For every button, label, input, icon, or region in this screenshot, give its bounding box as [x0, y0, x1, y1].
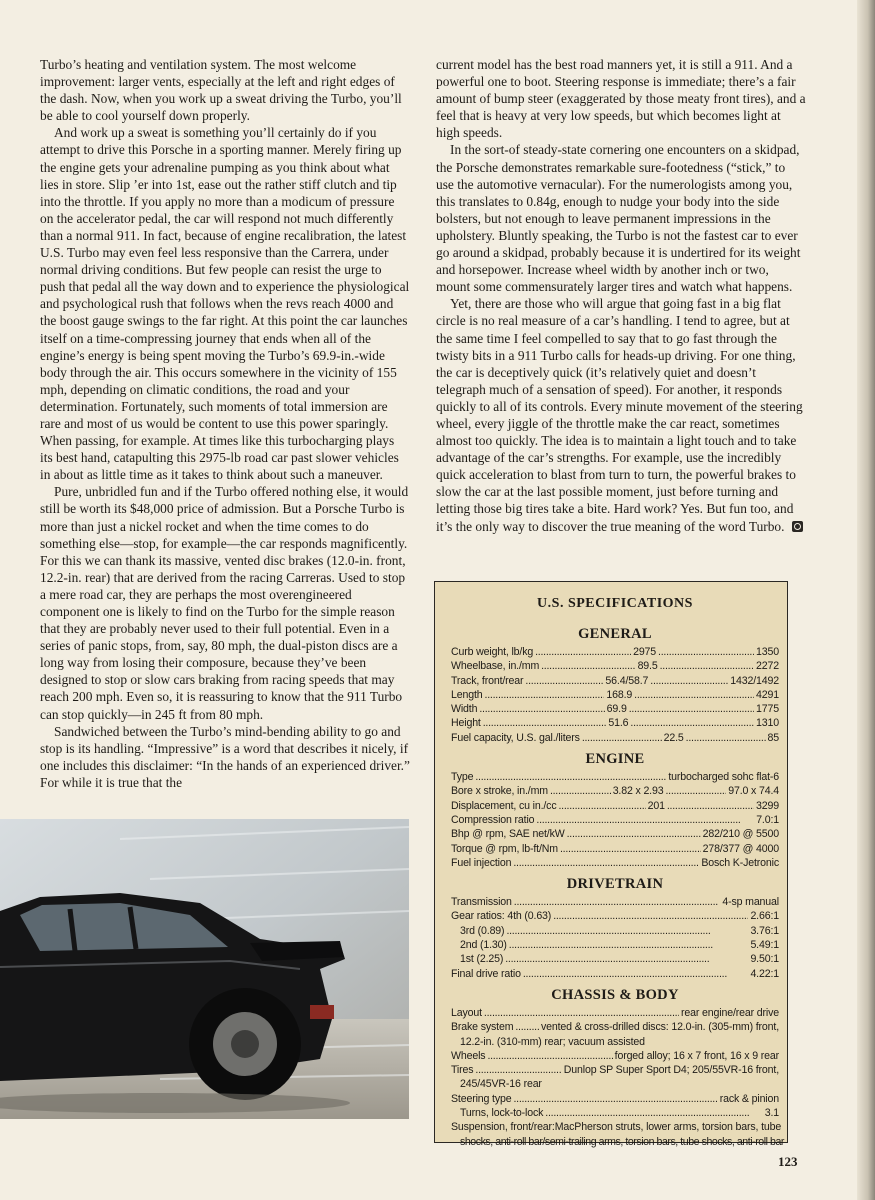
spec-row: 1st (2.25) . . . 9.50:1 — [451, 952, 779, 966]
spec-row: Steering type . . . rack & pinion — [451, 1092, 779, 1106]
spec-row: Curb weight, lb/kg . . . 2975 . . . 1350 — [451, 645, 779, 659]
spec-row: Compression ratio . . . 7.0:1 — [451, 813, 779, 827]
article-column-right — [436, 56, 806, 535]
spec-row: Brake system . . . vented & cross-drilled discs: 12.0-in. (305-mm) front, — [451, 1020, 779, 1034]
specs-section-engine: ENGINE — [585, 751, 645, 768]
article-paragraph: In the sort-of steady-state cornering one encounters on a skidpad, the Porsche demonstrates remarkable sure-footedness (“stick,” to use the automotive vernacular). For the numerologists among you, this translates to 0.84g, enough to nudge your body into the side bolsters, but not enough to leave permanent impressions in the upholstery. Bluntly speaking, the Turbo is not the fastest car to ever go around a skidpad, probably because it is undertired for its weight and horsepower. Increase wheel width by another inch or two, mount some commensurately larger tires and watch what happens. — [436, 142, 801, 295]
specs-section-general: GENERAL — [578, 626, 652, 642]
spec-row-continuation: 245/45VR-16 rear — [460, 1078, 542, 1091]
specs-section-chassis: CHASSIS & BODY — [551, 986, 679, 1003]
specs-section-drivetrain: DRIVETRAIN — [566, 876, 664, 893]
spec-row: Tires . . . Dunlop SP Super Sport D4; 205/55VR-16 front, — [451, 1063, 779, 1077]
article-paragraph: Pure, unbridled fun and if the Turbo offered nothing else, it would still be worth its $48,000 price of admission. But a Porsche Turbo is more than just a nickel rocket and when the time comes to do something else—stop, for example—the car responds magnificently. For this we can thank its massive, vented disc brakes (12.0-in. front, 12.2-in. rear) that are derived from the racing Carreras. Used to stop a mere road car, they are perhaps the most overengineered component one is likely to find on the Turbo for the simple reason that they are probably never used to their full potential. Even in a series of panic stops, from, say, 80 mph, the dual-piston discs are a long way from losing their composure, because they’ve been designed to stop or slow cars braking from racing speeds that may reach 200 mph. Even so, it is reassuring to know that the 911 Turbo can stop quickly—in 245 ft from 80 mph. — [40, 484, 409, 722]
porsche-turbo-photo — [0, 819, 409, 1119]
spec-row: Fuel capacity, U.S. gal./liters . . . 22.5 . . . 85 — [451, 731, 779, 745]
article-paragraph: Sandwiched between the Turbo’s mind-bending ability to go and stop is its handling. “Impressive” is a word that describes it nicely, if one includes this disclaimer: “In the hands of an experienced driver.” For while it is true that the — [40, 723, 410, 790]
article-paragraph: And work up a sweat is something you’ll certainly do if you attempt to drive this Porsche in a sporting manner. Merely firing up the engine gets your adrenaline pumping as you think about what lies in store. Slip ’er into 1st, ease out the rather stiff clutch and tip into the throttle. If you apply no more than a modicum of pressure on the accelerator pedal, the car will respond not much differently than a normal 911. In fact, because of engine recalibration, the latest U.S. Turbo may even feel less responsive than the Carrera, under normal driving conditions. But few people can resist the urge to push that pedal all the way down and to experience the physiological and psychological rush that follows when the revs reach 4000 and the boost gauge swings to the far right. At this point the car launches itself on a time-compressing journey that ends when all of the engine’s energy is being spent moving the Turbo’s 69.9-in.-wide body through the air. This occurs somewhere in the vicinity of 155 mph, depending on climatic conditions, the road and your determination. Fortunately, such moments of total immersion are rare and most of us would be content to use this power sparingly. When passing, for example. At times like this turbocharging plays its best hand, catapulting this 2975-lb road car past slower vehicles in about as little time as it takes to think about such a maneuver. — [40, 125, 410, 483]
article-paragraph-text: Yet, there are those who will argue that going fast in a big flat circle is no real measure of a car’s handling. I tend to agree, but at the same time I feel compelled to say that to go fast through the twisty bits in a 911 Turbo calls for heads-up driving. For one thing, the car is deceptively quick (it’s relatively quiet and doesn’t telegraph much of a sensation of speed). For another, it responds quickly to all of its controls. Every minute movement of the steering wheel, every jiggle of the throttle make the car react, sometimes almost too quickly. The idea is to maintain a light touch and to take advantage of the car’s strengths. For example, use the incredibly quick acceleration to blast from turn to turn, the powerful brakes to slow the car at the last possible moment, just before turning and letting those big tires take a bite. Hard work? Yes. But fun too, and it’s the only way to discover the true meaning of the word Turbo. — [436, 296, 803, 534]
article-paragraph-last — [436, 295, 806, 534]
article-paragraph: Turbo’s heating and ventilation system. The most welcome improvement: larger vents, especially at the left and right edges of the dash. Now, when you work up a sweat driving the Turbo, you’ll be able to cool yourself down properly. — [40, 57, 402, 124]
porsche-crest-end-icon — [792, 521, 803, 532]
spec-row: Bore x stroke, in./mm . . . 3.82 x 2.93 . . . 97.0 x 74.4 — [451, 784, 779, 798]
spec-row: Displacement, cu in./cc . . . 201 . . . 3299 — [451, 799, 779, 813]
spec-row: Width . . . 69.9 . . . 1775 — [451, 702, 779, 716]
spec-row: Height . . . 51.6 . . . 1310 — [451, 716, 779, 730]
spec-row: 3rd (0.89) . . . 3.76:1 — [451, 924, 779, 938]
spec-row: Wheelbase, in./mm . . . 89.5 . . . 2272 — [451, 659, 779, 673]
spec-row: Bhp @ rpm, SAE net/kW . . . 282/210 @ 5500 — [451, 827, 779, 841]
page-binding-edge — [857, 0, 875, 1200]
us-specifications-box — [434, 581, 788, 1148]
page-number: 123 — [778, 1154, 798, 1169]
specs-title: U.S. SPECIFICATIONS — [537, 596, 693, 611]
spec-row: Turns, lock-to-lock . . . 3.1 — [451, 1106, 779, 1120]
spec-row: Fuel injection . . . Bosch K-Jetronic — [451, 856, 779, 870]
spec-row: Layout . . . rear engine/rear drive — [451, 1006, 779, 1020]
article-column-left — [40, 56, 410, 791]
spec-row: Final drive ratio . . . 4.22:1 — [451, 967, 779, 981]
spec-row: 2nd (1.30) . . . 5.49:1 — [451, 938, 779, 952]
spec-row-continuation: 12.2-in. (310-mm) rear; vacuum assisted — [460, 1035, 645, 1048]
spec-row: Type . . . turbocharged sohc flat-6 — [451, 770, 779, 784]
spec-row: Transmission . . . 4-sp manual — [451, 895, 779, 909]
spec-row: Length . . . 168.9 . . . 4291 — [451, 688, 779, 702]
spec-row-continuation: shocks, anti-roll bar/semi-trailing arms, torsion bars, tube shocks, anti-roll bar — [460, 1135, 785, 1148]
spec-row: Wheels . . . forged alloy; 16 x 7 front, 16 x 9 rear — [451, 1049, 779, 1063]
spec-row: Torque @ rpm, lb-ft/Nm . . . 278/377 @ 4000 — [451, 842, 779, 856]
article-paragraph: current model has the best road manners yet, it is still a 911. And a powerful one to boot. Steering response is immediate; there’s a fair amount of bump steer (exaggerated by those meaty front tires), and a feel that is heavy at very low speeds, but which becomes light at high speeds. — [436, 57, 806, 141]
spec-row: Suspension, front/rear: MacPherson struts, lower arms, torsion bars, tube — [451, 1121, 782, 1134]
spec-row: Track, front/rear . . . 56.4/58.7 . . . 1432/1492 — [451, 674, 779, 688]
spec-row: Gear ratios: 4th (0.63) . . . 2.66:1 — [451, 909, 779, 923]
